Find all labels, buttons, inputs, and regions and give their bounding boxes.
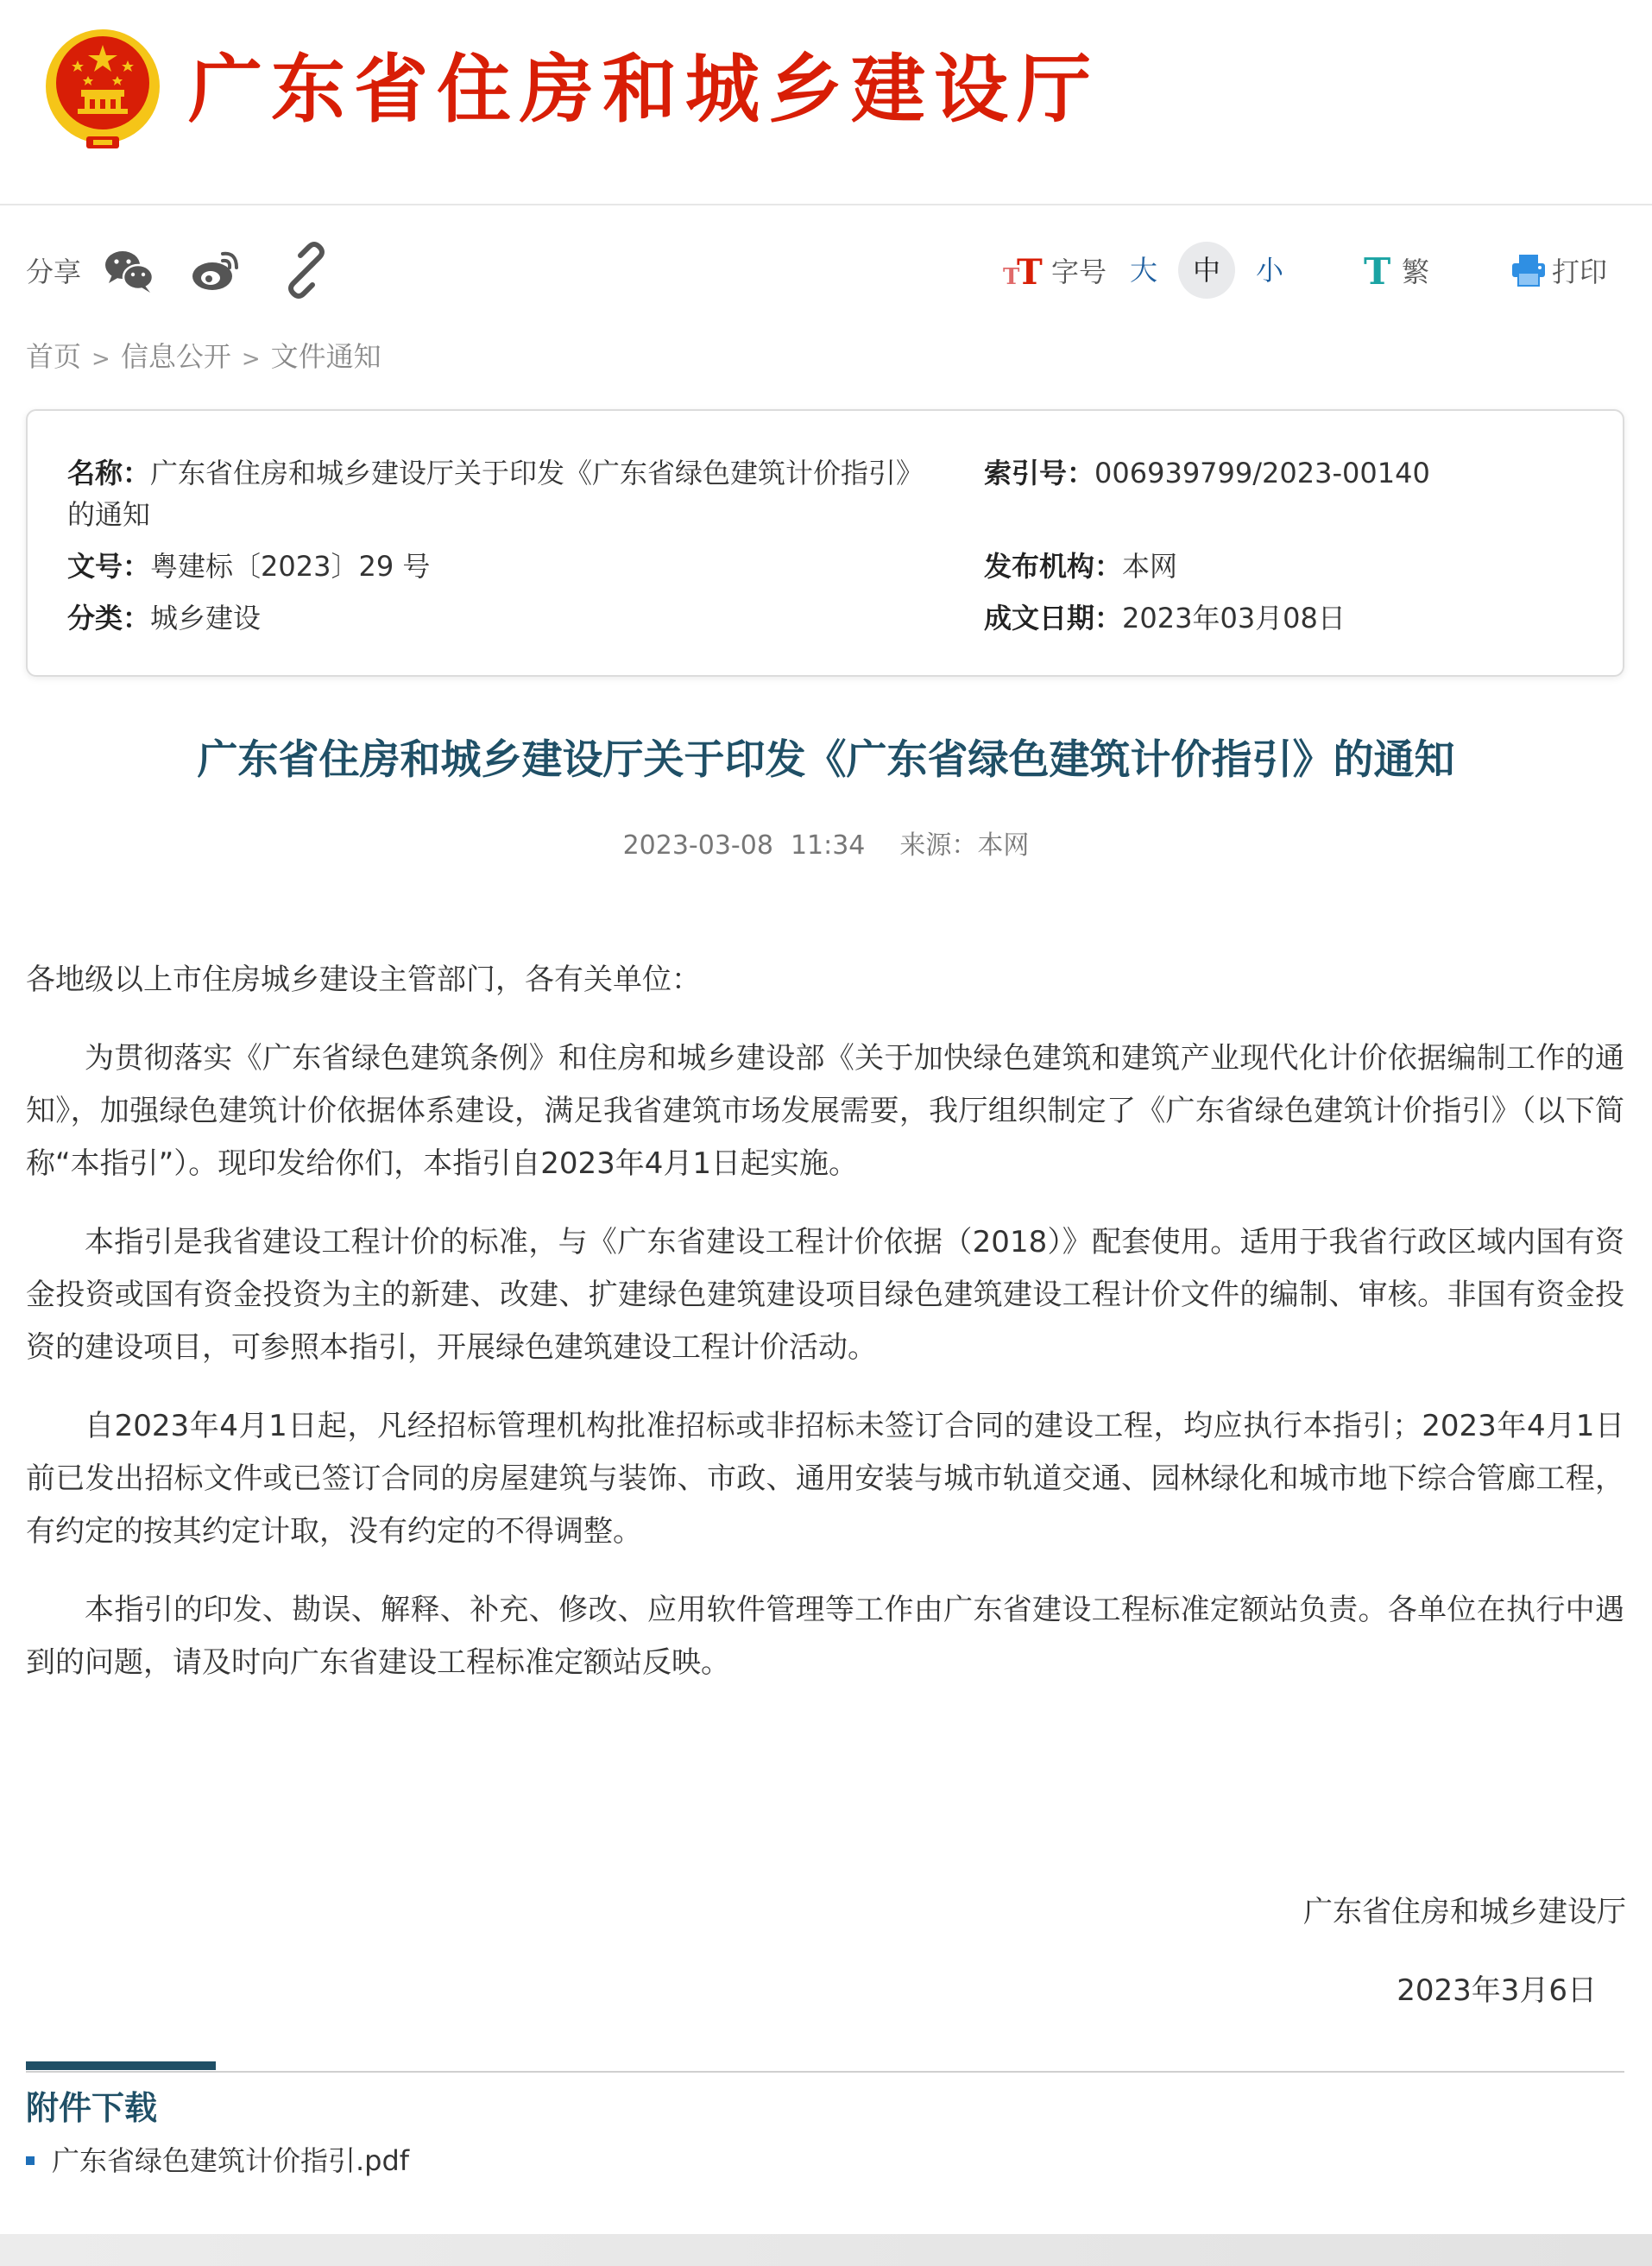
attachment-item: [26, 2137, 409, 2184]
wechat-icon[interactable]: [100, 242, 157, 299]
article-title: 广东省住房和城乡建设厅关于印发《广东省绿色建筑计价指引》的通知: [197, 736, 1455, 784]
article-salutation: 各地级以上市住房城乡建设主管部门，各有关单位：: [26, 963, 701, 997]
font-size-medium-button[interactable]: 中: [1178, 242, 1235, 299]
article-meta: [0, 824, 1652, 868]
bullet-icon: [26, 2156, 35, 2165]
traditional-icon: [1362, 251, 1397, 289]
site-header: [0, 0, 1652, 205]
info-date: [984, 597, 1346, 639]
article-paragraph: 自2023年4月1日起，凡经招标管理机构批准招标或非招标未签订合同的建设工程，均应执行本指引；2023年4月1日前已发出招标文件或已签订合同的房屋建筑与装饰、市政、通用安装与城市轨道交通、园林绿化和城市地下综合管廊工程，有约定的按其约定计取，没有约定的不得调整。: [26, 1409, 1624, 1549]
info-doc-no-label: 文号：: [67, 550, 151, 583]
print-button[interactable]: [1510, 231, 1607, 309]
font-size-control: [1001, 231, 1107, 309]
font-size-label: 字号: [1051, 256, 1107, 288]
info-name-label: 名称：: [67, 457, 151, 489]
breadcrumb-home[interactable]: 首页: [26, 340, 82, 373]
footer-strip: [0, 2234, 1652, 2266]
font-size-small-button[interactable]: 小: [1255, 254, 1283, 287]
document-info-panel: [26, 409, 1624, 677]
breadcrumb-separator: >: [91, 346, 110, 372]
share-label: 分享: [26, 256, 82, 288]
print-label: 打印: [1552, 256, 1608, 288]
info-date-value: 2023年03月08日: [1122, 602, 1346, 634]
attachments-accent-bar: [26, 2061, 216, 2070]
article-signature: 广东省住房和城乡建设厅: [1303, 1895, 1626, 1929]
link-icon[interactable]: [278, 242, 335, 299]
breadcrumb-file-notices[interactable]: 文件通知: [270, 340, 381, 373]
breadcrumb-separator: >: [241, 346, 261, 372]
info-index: [984, 452, 1430, 494]
attachments-divider: [26, 2071, 1624, 2073]
article-paragraph: 本指引的印发、勘误、解释、补充、修改、应用软件管理等工作由广东省建设工程标准定额站负责。各单位在执行中遇到的问题，请及时向广东省建设工程标准定额站反映。: [26, 1593, 1624, 1680]
svg-text:T: T: [1003, 264, 1020, 289]
weibo-icon[interactable]: [188, 242, 245, 299]
breadcrumb-info-public[interactable]: 信息公开: [120, 340, 231, 373]
article-source: 来源：本网: [899, 830, 1030, 861]
info-date-label: 成文日期：: [984, 602, 1123, 634]
traditional-chinese-button[interactable]: [1362, 231, 1429, 309]
info-publisher: [984, 546, 1177, 587]
article-paragraph: 本指引是我省建设工程计价的标准，与《广东省建设工程计价依据（2018）》配套使用。适用于我省行政区域内国有资金投资或国有资金投资为主的新建、改建、扩建绿色建筑建设项目绿色建筑建设工程计价文件的编制、审核。非国有资金投资的建设项目，可参照本指引，开展绿色建筑建设工程计价活动。: [26, 1225, 1624, 1365]
article-paragraph: 为贯彻落实《广东省绿色建筑条例》和住房和城乡建设部《关于加快绿色建筑和建筑产业现代化计价依据编制工作的通知》，加强绿色建筑计价依据体系建设，满足我省建筑市场发展需要，我厅组织制定了《广东省绿色建筑计价指引》（以下简称“本指引”）。现印发给你们，本指引自2023年4月1日起实施。: [26, 1041, 1624, 1181]
info-category-label: 分类：: [67, 602, 151, 634]
site-title[interactable]: 广东省住房和城乡建设厅: [188, 47, 1100, 133]
breadcrumb: [26, 335, 381, 378]
toolbar: [0, 231, 1652, 309]
info-name: [67, 452, 939, 535]
info-index-value: 006939799/2023-00140: [1094, 457, 1430, 489]
info-category-value: 城乡建设: [150, 602, 262, 634]
info-name-value-cont: 的通知: [67, 498, 151, 531]
info-publisher-label: 发布机构：: [984, 550, 1123, 583]
attachment-link[interactable]: 广东省绿色建筑计价指引.pdf: [52, 2144, 410, 2177]
national-emblem-icon[interactable]: [41, 26, 164, 154]
attachments-title: 附件下载: [26, 2089, 158, 2127]
info-category: [67, 597, 261, 639]
info-index-label: 索引号：: [984, 457, 1095, 489]
info-doc-no-value: 粤建标〔2023〕29 号: [150, 550, 431, 583]
font-size-icon: [1001, 251, 1046, 289]
info-publisher-value: 本网: [1122, 550, 1178, 583]
article-date: 2023-03-08: [622, 830, 773, 861]
article-time: 11:34: [790, 830, 866, 861]
traditional-label: 繁: [1402, 256, 1430, 288]
svg-text:T: T: [1364, 251, 1391, 289]
info-doc-no: [67, 546, 430, 587]
article-body: [26, 954, 1624, 1715]
svg-text:T: T: [1017, 252, 1043, 289]
info-name-value: 广东省住房和城乡建设厅关于印发《广东省绿色建筑计价指引》: [150, 457, 924, 489]
printer-icon: [1510, 252, 1547, 288]
article-sign-date: 2023年3月6日: [1397, 1973, 1597, 2008]
font-size-large-button[interactable]: 大: [1129, 254, 1157, 287]
